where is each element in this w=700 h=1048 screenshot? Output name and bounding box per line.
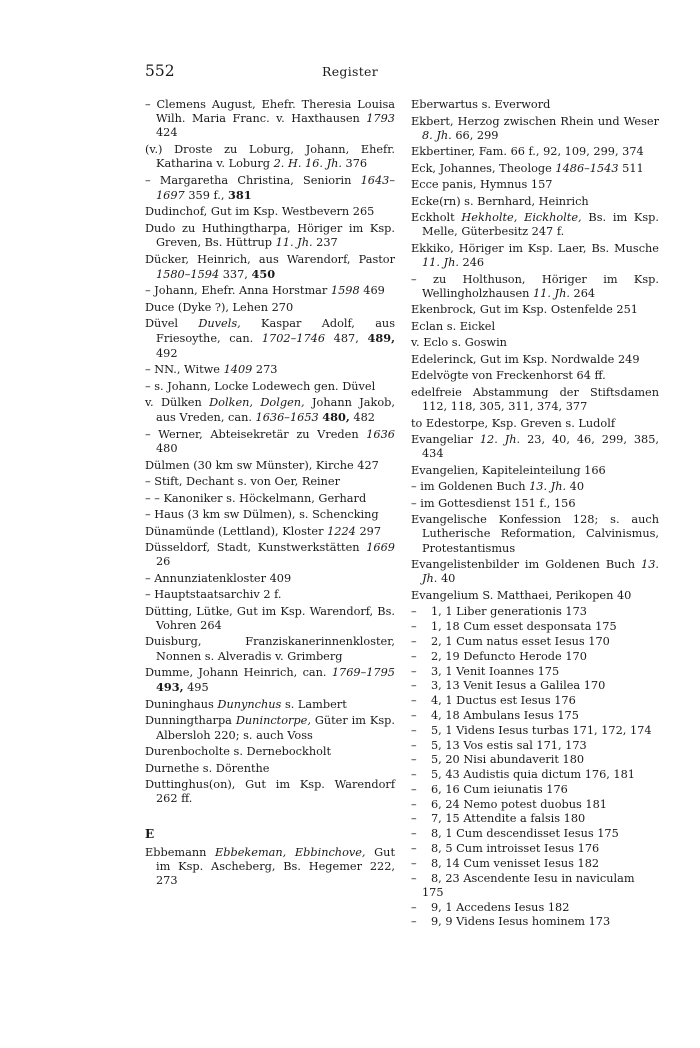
entry-text: – Haus (3 km sw Dülmen), s. Schencking xyxy=(145,508,379,522)
index-entry xyxy=(145,475,395,489)
entry-text: – Johann, Ehefr. Anna Horstmar xyxy=(145,284,331,298)
bold-page-ref: 493, xyxy=(156,680,184,695)
entry-text: Eckholt xyxy=(411,211,462,225)
pericope-text: 3, 13 Venit Iesus a Galilea 170 xyxy=(431,679,606,693)
italic-text: 13. Jh. xyxy=(529,480,567,494)
italic-text: 1409 xyxy=(223,363,253,377)
entry-dash: – xyxy=(411,664,417,678)
index-entry xyxy=(145,317,395,361)
entry-dash: – xyxy=(411,871,417,885)
entry-text: s. Lambert xyxy=(281,697,347,711)
index-entry xyxy=(411,589,659,603)
index-entry xyxy=(145,301,395,315)
entry-text: – im Goldenen Buch xyxy=(411,480,530,494)
index-entry xyxy=(145,745,395,759)
entry-dash: – xyxy=(411,679,417,693)
entry-text: Dunningtharpa xyxy=(145,714,236,728)
entry-text: Dücker, Heinrich, aus Warendorf, Pastor xyxy=(145,252,395,266)
entry-dash: – xyxy=(411,812,417,826)
entry-text: (v.) Droste zu Loburg, Johann, Ehefr. Katharina v. Loburg xyxy=(145,142,395,171)
italic-text: 1636–1653 xyxy=(255,411,319,425)
gospel-pericope-entry xyxy=(411,724,659,738)
entry-text: Dütting, Lütke, Gut im Ksp. Warendorf, Bs. Vohren 264 xyxy=(145,604,395,632)
left-column xyxy=(145,98,395,891)
entry-dash: – xyxy=(411,827,417,841)
index-entry xyxy=(145,222,395,250)
entry-text: 482 xyxy=(349,411,375,425)
entry-dash: – xyxy=(411,723,417,737)
entry-text: Kaspar Adolf, aus Friesoythe, can. xyxy=(156,317,395,346)
index-entry xyxy=(145,572,395,586)
gospel-pericope-entry xyxy=(411,650,659,664)
index-entry xyxy=(411,195,659,209)
entry-text: Durnethe s. Dörenthe xyxy=(145,761,270,775)
index-entry xyxy=(145,762,395,776)
index-entry xyxy=(411,162,659,176)
index-entry xyxy=(145,698,395,712)
pericope-text: 2, 1 Cum natus esset Iesus 170 xyxy=(431,634,610,648)
entry-text: 376 xyxy=(341,157,368,171)
entry-dash: – xyxy=(411,620,417,634)
index-entry xyxy=(411,353,659,367)
index-entry xyxy=(411,336,659,350)
entry-text: 359 f., xyxy=(184,188,229,202)
index-entry xyxy=(411,242,659,270)
running-title: Register xyxy=(321,64,379,79)
entry-dash: – xyxy=(411,708,417,722)
italic-text: 11. Jh. xyxy=(422,256,459,270)
entry-text: Evangelistenbilder im Goldenen Buch xyxy=(411,558,642,572)
entry-text: 40 xyxy=(566,480,585,494)
index-entry xyxy=(145,363,395,377)
pericope-text: 8, 1 Cum descendisset Iesus 175 xyxy=(431,827,619,841)
entry-dash: – xyxy=(411,782,417,796)
index-entry xyxy=(411,433,659,461)
entry-text: Dülmen (30 km sw Münster), Kirche 427 xyxy=(145,458,379,472)
index-entry xyxy=(145,253,395,282)
pericope-text: 9, 9 Videns Iesus hominem 173 xyxy=(431,915,611,929)
gospel-pericope-entry xyxy=(411,620,659,634)
entry-text: Eberwartus s. Everword xyxy=(411,98,551,111)
index-entry xyxy=(145,714,395,742)
page-number: 552 xyxy=(145,62,175,80)
entry-text: Evangelium S. Matthaei, Perikopen 40 xyxy=(411,588,632,602)
entry-text: Edelvögte von Freckenhorst 64 ff. xyxy=(411,369,606,383)
entry-dash: – xyxy=(411,738,417,752)
index-entry xyxy=(411,320,659,334)
index-entry xyxy=(145,846,395,889)
index-entry xyxy=(411,211,659,239)
entry-text: 480 xyxy=(156,442,178,456)
gospel-pericope-entry xyxy=(411,783,659,797)
entry-text: – Hauptstaatsarchiv 2 f. xyxy=(145,588,282,602)
entry-text: Ecce panis, Hymnus 157 xyxy=(411,178,553,192)
entry-text: Ekkiko, Höriger im Ksp. Laer, Bs. Musche xyxy=(411,241,659,255)
index-entry xyxy=(411,417,659,431)
gospel-pericope-entry xyxy=(411,605,659,619)
index-entry xyxy=(411,145,659,159)
pericope-text: 1, 1 Liber generationis 173 xyxy=(431,605,587,619)
entry-text: – im Gottesdienst 151 f., 156 xyxy=(411,496,576,510)
pericope-text: 5, 13 Vos estis sal 171, 173 xyxy=(431,738,587,752)
entry-text: – Clemens August, Ehefr. Theresia Louisa Wilh. Maria Franc. v. Haxthausen xyxy=(145,98,395,126)
index-entry xyxy=(145,588,395,602)
index-entry xyxy=(145,525,395,539)
index-entry xyxy=(145,205,395,219)
pericope-text: 5, 20 Nisi abundaverit 180 xyxy=(431,753,585,767)
entry-dash: – xyxy=(411,797,417,811)
index-entry xyxy=(411,98,659,112)
entry-text: 492 xyxy=(156,346,178,360)
entry-text: – Annunziatenkloster 409 xyxy=(145,571,292,585)
gospel-pericope-entry xyxy=(411,739,659,753)
entry-dash: – xyxy=(411,753,417,767)
entry-text: Ekbertiner, Fam. 66 f., 92, 109, 299, 374 xyxy=(411,145,644,159)
italic-text: 8. Jh. xyxy=(422,128,452,142)
gospel-pericope-entry xyxy=(411,901,659,915)
italic-text: 13. Jh. xyxy=(422,558,659,586)
index-entry xyxy=(411,303,659,317)
bold-page-ref: 489, xyxy=(367,331,395,346)
index-entry xyxy=(145,143,395,171)
italic-text: 1793 xyxy=(366,112,395,126)
pericope-text: 4, 18 Ambulans Iesus 175 xyxy=(431,708,579,722)
index-entry xyxy=(145,605,395,633)
entry-text: Durenbocholte s. Dernebockholt xyxy=(145,745,332,759)
index-entry xyxy=(145,541,395,569)
pericope-text: 2, 19 Defuncto Herode 170 xyxy=(431,649,587,663)
index-entry xyxy=(145,492,395,506)
gospel-pericope-entry xyxy=(411,753,659,767)
gospel-pericope-entry xyxy=(411,694,659,708)
entry-text: Düsseldorf, Stadt, Kunstwerkstätten xyxy=(145,541,367,555)
entry-dash: – xyxy=(411,768,417,782)
entry-text: – – Kanoniker s. Höckelmann, Gerhard xyxy=(145,491,367,505)
italic-text: 11. Jh. xyxy=(275,236,313,250)
entry-text: 469 xyxy=(359,284,385,298)
entry-text: Dudinchof, Gut im Ksp. Westbevern 265 xyxy=(145,205,375,219)
entry-text: Eck, Johannes, Theologe xyxy=(411,161,556,175)
bold-page-ref: 450 xyxy=(251,266,276,281)
entry-text: Edelerinck, Gut im Ksp. Nordwalde 249 xyxy=(411,352,640,366)
entry-dash: – xyxy=(411,605,417,619)
gospel-pericope-entry xyxy=(411,827,659,841)
left-entry-list xyxy=(145,98,395,806)
italic-text: 11. Jh. xyxy=(533,286,570,300)
entry-text: 511 xyxy=(618,161,644,175)
italic-text: 1580–1594 xyxy=(156,267,220,281)
italic-text: 2. H. 16. Jh. xyxy=(273,157,342,171)
bold-page-ref: 480, xyxy=(322,410,350,425)
gospel-pericope-entry xyxy=(411,798,659,812)
entry-text: – NN., Witwe xyxy=(145,363,224,377)
index-entry xyxy=(145,174,395,203)
gospel-pericope-entry xyxy=(411,635,659,649)
entry-dash: – xyxy=(411,856,417,870)
entry-text: v. Eclo s. Goswin xyxy=(411,336,507,350)
index-entry xyxy=(411,480,659,494)
entry-text: Güter im Ksp. Albersloh 220; s. auch Voss xyxy=(156,714,395,742)
entry-text: 337, xyxy=(219,267,252,281)
index-entry xyxy=(411,369,659,383)
entry-text: Duninghaus xyxy=(145,697,218,711)
index-entry xyxy=(411,464,659,478)
entry-dash: – xyxy=(411,634,417,648)
entry-text: Evangeliar xyxy=(411,433,480,447)
italic-text: 1643–1697 xyxy=(156,173,395,202)
entry-text: Duttinghus(on), Gut im Ksp. Warendorf 262 ff. xyxy=(145,778,395,806)
gospel-pericope-entry xyxy=(411,915,659,929)
entry-text: 23, 40, 46, 299, 385, 434 xyxy=(422,433,660,461)
entry-text: 237 xyxy=(312,236,338,250)
entry-text: 40 xyxy=(437,572,456,586)
italic-text: Duvels, xyxy=(198,317,241,331)
entry-dash: – xyxy=(411,649,417,663)
italic-text: 1224 xyxy=(327,524,356,538)
entry-dash: – xyxy=(411,842,417,856)
entry-text: – Stift, Dechant s. von Oer, Reiner xyxy=(145,475,341,489)
pericope-text: 7, 15 Attendite a falsis 180 xyxy=(431,812,586,826)
index-entry xyxy=(411,386,659,414)
bold-page-ref: 381 xyxy=(228,187,252,202)
entry-text: to Edestorpe, Ksp. Greven s. Ludolf xyxy=(411,416,616,430)
entry-dash: – xyxy=(411,915,417,929)
index-entry xyxy=(145,380,395,394)
pericope-text: 9, 1 Accedens Iesus 182 xyxy=(431,900,570,914)
italic-text: 1669 xyxy=(366,541,395,555)
italic-text: Hekholte, Eickholte, xyxy=(461,211,582,225)
entry-text: – s. Johann, Locke Lodewech gen. Düvel xyxy=(145,379,376,393)
entry-text: 26 xyxy=(156,555,171,569)
index-entry xyxy=(145,635,395,663)
entry-text: Gut im Ksp. Ascheberg, Bs. Hegemer 222, 273 xyxy=(156,845,395,888)
entry-text: Johann Jakob, aus Vreden, can. xyxy=(156,396,395,425)
index-entry xyxy=(145,428,395,456)
entry-text: Dumme, Johann Heinrich, can. xyxy=(145,666,332,680)
entry-text: Bs. im Ksp. Melle, Güterbesitz 247 f. xyxy=(422,211,659,239)
italic-text: Dunynchus xyxy=(217,697,282,711)
index-entry xyxy=(145,508,395,522)
right-column xyxy=(411,98,659,930)
entry-text: 424 xyxy=(156,126,178,140)
entry-text: Evangelische Konfession 128; s. auch Lutherische Reformation, Calvinismus, Protestantismus xyxy=(411,513,659,555)
entry-text: Düvel xyxy=(145,317,199,331)
pericope-text: 8, 5 Cum introisset Iesus 176 xyxy=(431,842,600,856)
entry-text: 487, xyxy=(325,332,368,346)
entry-dash: – xyxy=(411,900,417,914)
entry-text: Duce (Dyke ?), Lehen 270 xyxy=(145,300,294,314)
index-entry xyxy=(145,284,395,298)
pericope-text: 5, 43 Audistis quia dictum 176, 181 xyxy=(431,768,635,782)
index-entry xyxy=(145,778,395,806)
entry-text: 297 xyxy=(355,524,382,538)
gospel-pericope-entry xyxy=(411,812,659,826)
gospel-pericope-entry xyxy=(411,665,659,679)
italic-text: 1598 xyxy=(330,284,360,298)
gospel-pericope-entry xyxy=(411,872,659,900)
entry-text: Ekbert, Herzog zwischen Rhein und Weser xyxy=(411,114,659,128)
pericope-text: 6, 24 Nemo potest duobus 181 xyxy=(431,797,607,811)
entry-text: Evangelien, Kapiteleinteilung 166 xyxy=(411,463,606,477)
index-entry xyxy=(145,98,395,141)
gospel-pericope-entry xyxy=(411,709,659,723)
index-entry xyxy=(411,178,659,192)
entry-text: 264 xyxy=(569,286,596,300)
entry-text: edelfreie Abstammung der Stiftsdamen 112, 118, 305, 311, 374, 377 xyxy=(411,385,659,414)
pericope-text: 8, 23 Ascendente Iesu in naviculam 175 xyxy=(422,871,635,899)
section-letter: E xyxy=(145,827,155,842)
entry-text: 495 xyxy=(183,681,209,695)
gospel-pericope-entry xyxy=(411,768,659,782)
entry-text: 66, 299 xyxy=(451,128,499,142)
entry-text: – Margaretha Christina, Seniorin xyxy=(145,173,361,187)
index-entry xyxy=(411,558,659,586)
pericope-text: 6, 16 Cum ieiunatis 176 xyxy=(431,782,568,796)
italic-text: Duninctorpe, xyxy=(235,714,311,728)
entry-text: Ebbemann xyxy=(145,845,216,859)
italic-text: 1702–1746 xyxy=(261,332,326,346)
entry-text: Ecke(rn) s. Bernhard, Heinrich xyxy=(411,194,589,208)
italic-text: Ebbekeman, Ebbinchove, xyxy=(215,845,366,859)
index-entry xyxy=(411,115,659,143)
entry-text: – zu Holthuson, Höriger im Ksp. Wellingholzhausen xyxy=(411,272,659,300)
index-entry xyxy=(145,666,395,695)
italic-text: 12. Jh. xyxy=(479,433,521,447)
entry-text: Duisburg, Franziskanerinnenkloster, Nonnen s. Alveradis v. Grimberg xyxy=(145,635,395,663)
index-entry xyxy=(411,513,659,556)
entry-text: Dünamünde (Lettland), Kloster xyxy=(145,524,328,538)
entry-text: 273 xyxy=(252,363,278,377)
italic-text: 1486–1543 xyxy=(555,161,619,175)
entry-text: Ekenbrock, Gut im Ksp. Ostenfelde 251 xyxy=(411,303,638,317)
pericope-text: 8, 14 Cum venisset Iesus 182 xyxy=(431,856,600,870)
pericope-text: 4, 1 Ductus est Iesus 176 xyxy=(431,694,576,708)
right-entry-list xyxy=(411,98,659,603)
italic-text: 1636 xyxy=(366,427,395,441)
gospel-pericope-list xyxy=(411,605,659,929)
pericope-text: 3, 1 Venit Ioannes 175 xyxy=(431,664,560,678)
italic-text: Dolken, Dolgen, xyxy=(209,396,305,410)
entry-text: Dudo zu Huthingtharpa, Höriger im Ksp. Greven, Bs. Hüttrup xyxy=(145,221,395,250)
entry-text: Eclan s. Eickel xyxy=(411,319,496,333)
entry-text: v. Dülken xyxy=(145,396,210,410)
gospel-pericope-entry xyxy=(411,857,659,871)
index-entry xyxy=(411,497,659,511)
gospel-pericope-entry xyxy=(411,679,659,693)
index-entry xyxy=(145,459,395,473)
index-entry xyxy=(145,396,395,425)
left-entry-list-after xyxy=(145,846,395,889)
italic-text: 1769–1795 xyxy=(331,666,395,680)
pericope-text: 5, 1 Videns Iesus turbas 171, 172, 174 xyxy=(431,723,652,737)
entry-text: – Werner, Abteisekretär zu Vreden xyxy=(145,427,367,441)
entry-text: 246 xyxy=(458,256,485,270)
index-entry xyxy=(411,273,659,301)
entry-dash: – xyxy=(411,694,417,708)
gospel-pericope-entry xyxy=(411,842,659,856)
pericope-text: 1, 18 Cum esset desponsata 175 xyxy=(431,620,617,634)
